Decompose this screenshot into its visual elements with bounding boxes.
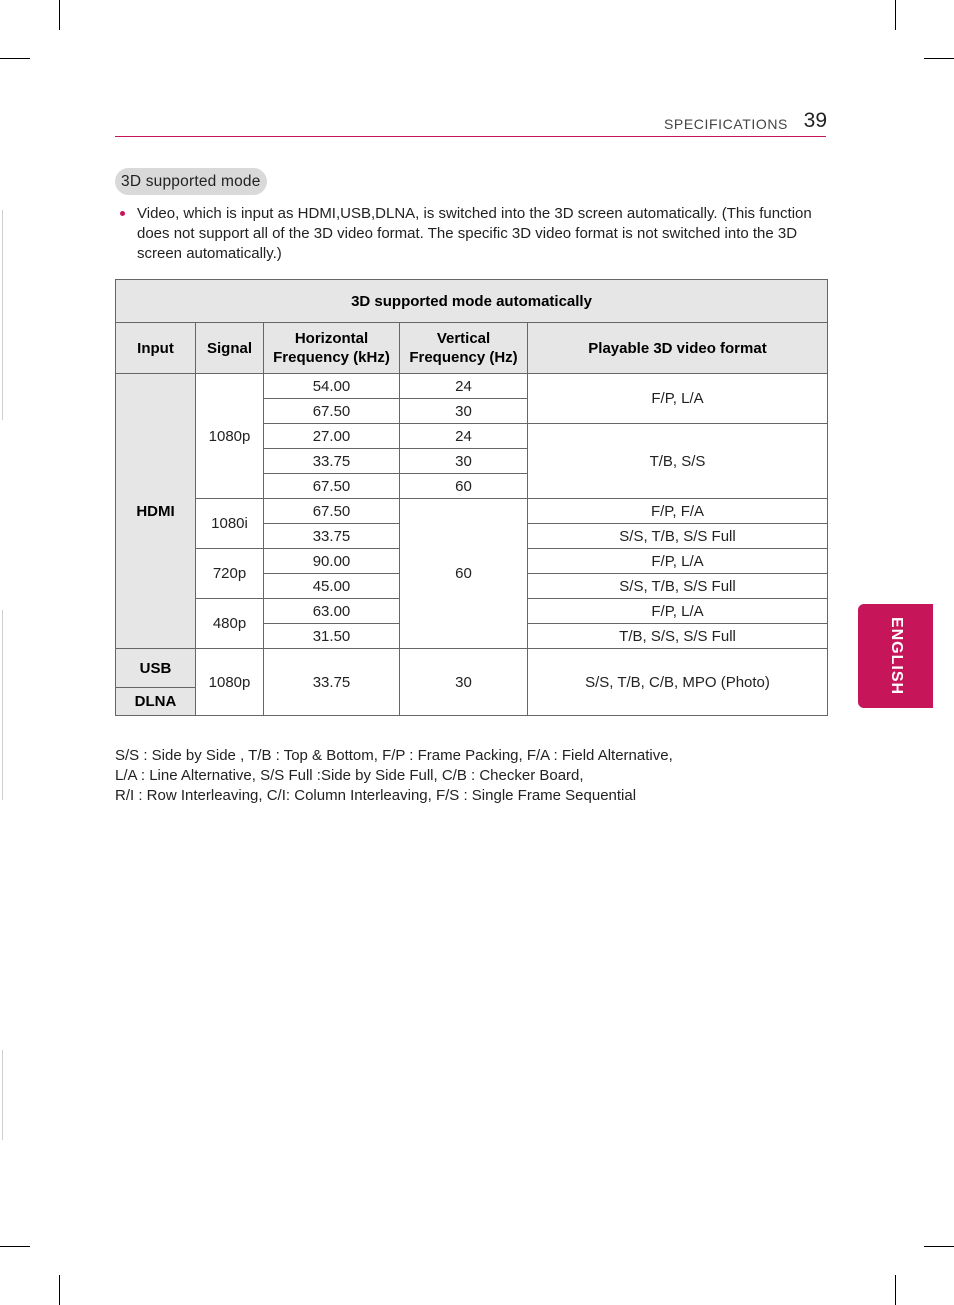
- format-cell: S/S, T/B, S/S Full: [528, 524, 828, 549]
- table-row: [116, 374, 828, 399]
- signal-cell: 1080i: [196, 499, 264, 549]
- crop-mark: [895, 0, 896, 30]
- format-cell: S/S, T/B, S/S Full: [528, 574, 828, 599]
- hfreq-cell: 90.00: [264, 549, 400, 574]
- format-cell: T/B, S/S: [528, 424, 828, 499]
- note-line: L/A : Line Alternative, S/S Full :Side by Side Full, C/B : Checker Board,: [115, 767, 584, 784]
- table-row: [116, 499, 828, 524]
- crop-mark: [59, 1275, 60, 1305]
- signal-cell: 720p: [196, 549, 264, 599]
- col-header-vfreq-line1: Vertical: [436, 330, 491, 347]
- crop-mark: [924, 58, 954, 59]
- col-header-signal: Signal: [196, 323, 264, 374]
- col-header-input: Input: [116, 323, 196, 374]
- note-line: S/S : Side by Side , T/B : Top & Bottom, F/P : Frame Packing, F/A : Field Alternative,: [115, 747, 673, 764]
- bullet-text: Video, which is input as HDMI,USB,DLNA, is switched into the 3D screen automatically. (This function does not support all of the 3D video format. The specific 3D video format is not switched into the 3D screen automatically.): [137, 205, 812, 262]
- 3d-mode-table: [115, 279, 828, 716]
- page-header: [115, 109, 827, 137]
- hfreq-cell: 67.50: [264, 399, 400, 424]
- format-cell: F/P, L/A: [528, 599, 828, 624]
- col-header-hfreq-line2: Frequency (kHz): [273, 349, 390, 366]
- bullet-item: [118, 204, 818, 264]
- hfreq-cell: 54.00: [264, 374, 400, 399]
- crop-mark: [924, 1246, 954, 1247]
- abbreviation-notes: [115, 746, 835, 806]
- hfreq-cell: 33.75: [264, 449, 400, 474]
- input-cell-dlna: DLNA: [116, 688, 196, 716]
- crop-mark: [0, 58, 30, 59]
- signal-cell: 1080p: [196, 374, 264, 499]
- signal-cell: 480p: [196, 599, 264, 649]
- hfreq-cell: 27.00: [264, 424, 400, 449]
- vfreq-cell: 30: [400, 449, 528, 474]
- crop-mark: [59, 0, 60, 30]
- format-cell: F/P, L/A: [528, 549, 828, 574]
- vfreq-cell: 60: [400, 474, 528, 499]
- note-line: R/I : Row Interleaving, C/I: Column Interleaving, F/S : Single Frame Sequential: [115, 787, 637, 804]
- vfreq-cell: 24: [400, 424, 528, 449]
- hfreq-cell: 31.50: [264, 624, 400, 649]
- language-tab-label: ENGLISH: [887, 616, 905, 696]
- section-title: SPECIFICATIONS: [663, 116, 788, 132]
- hfreq-cell: 67.50: [264, 499, 400, 524]
- crop-mark: [895, 1275, 896, 1305]
- col-header-format: Playable 3D video format: [528, 323, 828, 374]
- hfreq-cell: 67.50: [264, 474, 400, 499]
- vfreq-cell: 30: [400, 649, 528, 716]
- side-tick: [2, 610, 3, 800]
- col-header-hfreq: [264, 323, 400, 374]
- format-cell: F/P, F/A: [528, 499, 828, 524]
- vfreq-cell: 30: [400, 399, 528, 424]
- vfreq-cell: 60: [400, 499, 528, 649]
- input-cell-hdmi: HDMI: [116, 374, 196, 649]
- input-cell-usb: USB: [116, 649, 196, 688]
- side-tick: [2, 210, 3, 420]
- col-header-vfreq: [400, 323, 528, 374]
- section-heading-pill: 3D supported mode: [115, 168, 267, 195]
- crop-mark: [0, 1246, 30, 1247]
- hfreq-cell: 33.75: [264, 649, 400, 716]
- col-header-vfreq-line2: Frequency (Hz): [409, 349, 518, 366]
- language-tab: [858, 604, 933, 708]
- format-cell: T/B, S/S, S/S Full: [528, 624, 828, 649]
- hfreq-cell: 63.00: [264, 599, 400, 624]
- side-tick: [2, 1050, 3, 1140]
- hfreq-cell: 33.75: [264, 524, 400, 549]
- hfreq-cell: 45.00: [264, 574, 400, 599]
- table-row: [116, 649, 828, 688]
- col-header-hfreq-line1: Horizontal: [294, 330, 369, 347]
- page-number: 39: [803, 109, 827, 132]
- bullet-dot-icon: [120, 211, 125, 216]
- format-cell: S/S, T/B, C/B, MPO (Photo): [528, 649, 828, 716]
- format-cell: F/P, L/A: [528, 374, 828, 424]
- vfreq-cell: 24: [400, 374, 528, 399]
- signal-cell: 1080p: [196, 649, 264, 716]
- table-title: 3D supported mode automatically: [116, 280, 828, 323]
